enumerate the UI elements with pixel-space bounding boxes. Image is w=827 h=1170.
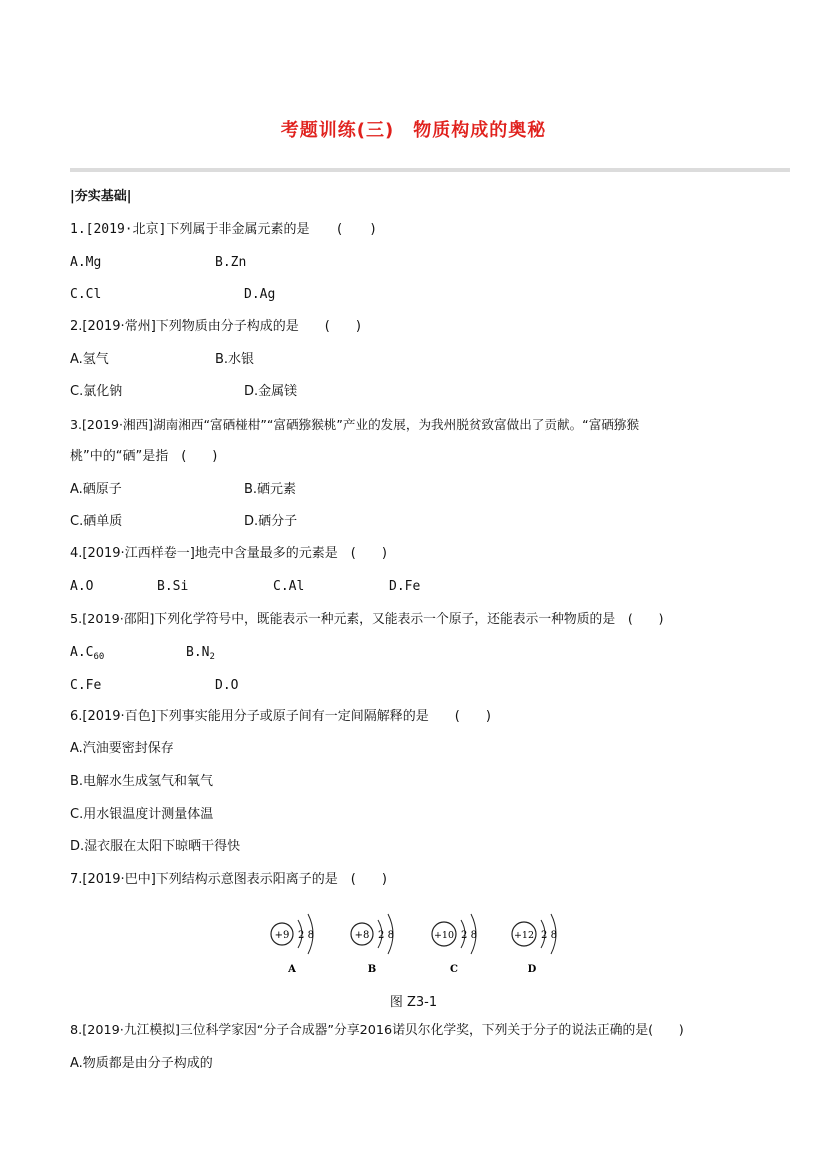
section-heading: |夯实基础| bbox=[70, 189, 132, 204]
label-c: C bbox=[450, 964, 458, 975]
q5-option-d: D.O bbox=[215, 678, 239, 693]
q6-option-c: C.用水银温度计测量体温 bbox=[70, 807, 214, 822]
q2-option-b: B.水银 bbox=[215, 352, 255, 367]
q2-option-d: D.金属镁 bbox=[244, 384, 298, 399]
shells-c: 2 8 bbox=[461, 930, 477, 941]
question-3-stem-cont: 桃”中的“硒”是指 ( ) bbox=[70, 449, 218, 464]
q2-option-c: C.氯化钠 bbox=[70, 384, 123, 399]
diagram-b bbox=[351, 914, 394, 975]
q2-option-a: A.氢气 bbox=[70, 352, 109, 367]
label-a: A bbox=[288, 964, 296, 975]
q4-option-a: A.O bbox=[70, 579, 94, 594]
title-divider bbox=[70, 168, 790, 172]
figure-caption: 图 Z3-1 bbox=[389, 995, 438, 1010]
atomic-structure-diagrams bbox=[262, 904, 562, 976]
label-d: D bbox=[527, 964, 537, 975]
q4-option-d: D.Fe bbox=[389, 579, 421, 594]
question-2-stem: 2.[2019·常州]下列物质由分子构成的是 ( ) bbox=[70, 319, 361, 334]
q3-option-a: A.硒原子 bbox=[70, 482, 122, 497]
shells-a: 2 8 bbox=[298, 930, 314, 941]
question-7-stem: 7.[2019·巴中]下列结构示意图表示阳离子的是 ( ) bbox=[70, 872, 387, 887]
nucleus-c: +10 bbox=[433, 930, 455, 941]
q4-option-c: C.Al bbox=[273, 579, 305, 594]
q3-option-b: B.硒元素 bbox=[244, 482, 297, 497]
q8-option-a: A.物质都是由分子构成的 bbox=[70, 1056, 213, 1071]
q3-option-c: C.硒单质 bbox=[70, 514, 123, 529]
q3-option-d: D.硒分子 bbox=[244, 514, 298, 529]
label-b: B bbox=[367, 964, 377, 975]
question-4-stem: 4.[2019·江西样卷一]地壳中含量最多的元素是 ( ) bbox=[70, 546, 387, 561]
q1-option-b: B.Zn bbox=[215, 255, 247, 270]
shells-d: 2 8 bbox=[541, 930, 557, 941]
question-8-stem: 8.[2019·九江模拟]三位科学家因“分子合成器”分享2016诺贝尔化学奖，下列关于分子的说法正确的是( ) bbox=[70, 1023, 684, 1038]
q6-option-a: A.汽油要密封保存 bbox=[70, 741, 174, 756]
q6-option-d: D.湿衣服在太阳下晾晒干得快 bbox=[70, 839, 241, 854]
q5-option-b: $B.N_2$ bbox=[186, 645, 215, 662]
question-5-stem: 5.[2019·邵阳]下列化学符号中，既能表示一种元素，又能表示一个原子，还能表示一种物质的是 ( ) bbox=[70, 612, 664, 627]
diagram-d bbox=[512, 914, 557, 975]
q5-option-a: $A.C_{60}$ bbox=[70, 645, 105, 662]
nucleus-d: +12 bbox=[513, 930, 535, 941]
question-1-stem: 1.[2019·北京]下列属于非金属元素的是 ( ) bbox=[70, 222, 378, 237]
page-title: 考题训练(三) 物质构成的奥秘 bbox=[280, 120, 547, 141]
question-6-stem: 6.[2019·百色]下列事实能用分子或原子间有一定间隔解释的是 ( ) bbox=[70, 709, 491, 724]
q1-option-c: C.Cl bbox=[70, 287, 102, 302]
q6-option-b: B.电解水生成氢气和氧气 bbox=[70, 774, 214, 789]
q4-option-b: B.Si bbox=[157, 579, 189, 594]
diagram-c bbox=[432, 914, 477, 975]
nucleus-b: +8 bbox=[354, 930, 370, 941]
nucleus-a: +9 bbox=[274, 930, 290, 941]
question-3-stem: 3.[2019·湘西]湖南湘西“富硒椪柑”“富硒猕猴桃”产业的发展，为我州脱贫致富做出了贡献。“富硒猕猴 bbox=[70, 417, 640, 432]
diagram-a bbox=[271, 914, 314, 975]
q5-option-c: C.Fe bbox=[70, 678, 102, 693]
q1-option-d: D.Ag bbox=[244, 287, 276, 302]
shells-b: 2 8 bbox=[378, 930, 394, 941]
q1-option-a: A.Mg bbox=[70, 255, 102, 270]
